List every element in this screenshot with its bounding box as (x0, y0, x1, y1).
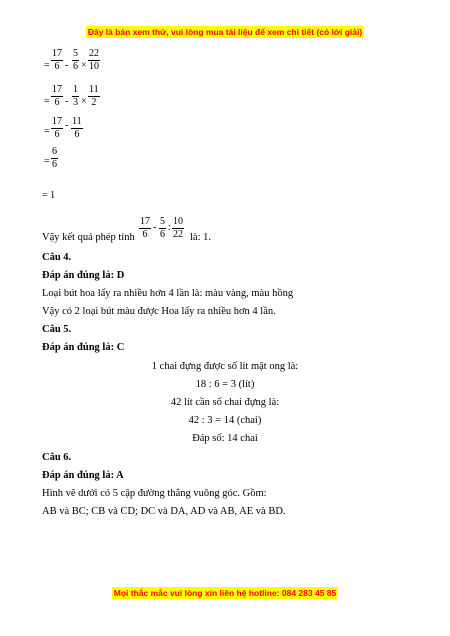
numerator: 17 (52, 48, 62, 59)
q4-text-1: Loại bút hoa lấy ra nhiều hơn 4 lần là: màu vàng, màu hồng (42, 288, 294, 299)
fraction (172, 216, 184, 241)
numerator: 5 (160, 216, 165, 227)
numerator: 17 (52, 116, 62, 127)
denominator: 6 (73, 61, 78, 72)
q5-heading: Câu 5. (42, 324, 72, 335)
q5-text-2: 18 : 6 = 3 (lít) (195, 379, 255, 390)
numerator: 5 (73, 48, 78, 59)
denominator: 10 (89, 61, 99, 72)
q6-text-1: Hình vẽ dưới có 5 cặp đường thẳng vuông góc. Gồm: (42, 488, 267, 499)
numerator: 22 (89, 48, 99, 59)
denominator: 6 (142, 229, 148, 240)
denominator: 6 (54, 97, 60, 108)
equals-sign: = (44, 96, 50, 107)
denominator: 22 (173, 229, 183, 240)
q6-answer: Đáp án đúng là: A (42, 470, 124, 481)
fraction (139, 216, 151, 241)
times-sign: × (81, 60, 87, 71)
hotline-banner (0, 588, 450, 598)
denominator: 6 (74, 129, 80, 140)
hotline-text: Mọi thắc mắc vui lòng xin liên hệ hotline: 084 283 45 85 (113, 588, 337, 598)
denominator: 6 (54, 61, 60, 72)
fraction (88, 84, 100, 109)
fraction (51, 116, 63, 141)
fraction (51, 84, 63, 109)
minus-sign: - (65, 96, 69, 107)
denominator: 6 (52, 159, 57, 170)
preview-notice-text: Đây là bản xem thử, vui lòng mua tài liệu để xem chi tiết (có lời giải) (87, 27, 363, 37)
numerator: 10 (173, 216, 183, 227)
math-step-5: = 1 (42, 190, 56, 201)
fraction (72, 48, 79, 73)
q6-heading: Câu 6. (42, 452, 72, 463)
q5-text-4: 42 : 3 = 14 (chai) (188, 415, 262, 426)
numerator: 17 (52, 84, 62, 95)
q5-text-5: Đáp số: 14 chai (192, 433, 258, 444)
q4-answer: Đáp án đúng là: D (42, 270, 125, 281)
denominator: 3 (73, 97, 78, 108)
fraction (88, 48, 100, 73)
conclusion-prefix: Vậy kết quả phép tính (42, 232, 135, 243)
numerator: 11 (72, 116, 82, 127)
numerator: 6 (52, 146, 57, 157)
times-sign: × (81, 96, 87, 107)
fraction (71, 116, 83, 141)
fraction (72, 84, 79, 109)
q5-text-3: 42 lít cần số chai đựng là: (170, 397, 280, 408)
preview-notice-banner (0, 27, 450, 37)
numerator: 17 (140, 216, 150, 227)
minus-sign: - (65, 60, 69, 71)
fraction (51, 146, 58, 171)
conclusion-suffix: là: 1. (190, 232, 211, 243)
minus-sign: - (153, 222, 157, 233)
numerator: 11 (89, 84, 99, 95)
equals-sign: = (44, 156, 50, 167)
numerator: 1 (73, 84, 78, 95)
fraction (159, 216, 166, 241)
q5-answer: Đáp án đúng là: C (42, 342, 125, 353)
q4-text-2: Vậy có 2 loại bút màu được Hoa lấy ra nhiều hơn 4 lần. (42, 306, 276, 317)
denominator: 6 (160, 229, 165, 240)
colon-sign: : (168, 222, 171, 233)
equals-sign: = (44, 126, 50, 137)
equals-sign: = (44, 60, 50, 71)
fraction (51, 48, 63, 73)
denominator: 2 (91, 97, 97, 108)
denominator: 6 (54, 129, 60, 140)
q6-text-2: AB và BC; CB và CD; DC và DA, AD và AB, AE và BD. (42, 506, 286, 517)
minus-sign: - (65, 120, 69, 131)
q4-heading: Câu 4. (42, 252, 72, 263)
q5-text-1: 1 chai đựng được số lít mật ong là: (151, 361, 299, 372)
